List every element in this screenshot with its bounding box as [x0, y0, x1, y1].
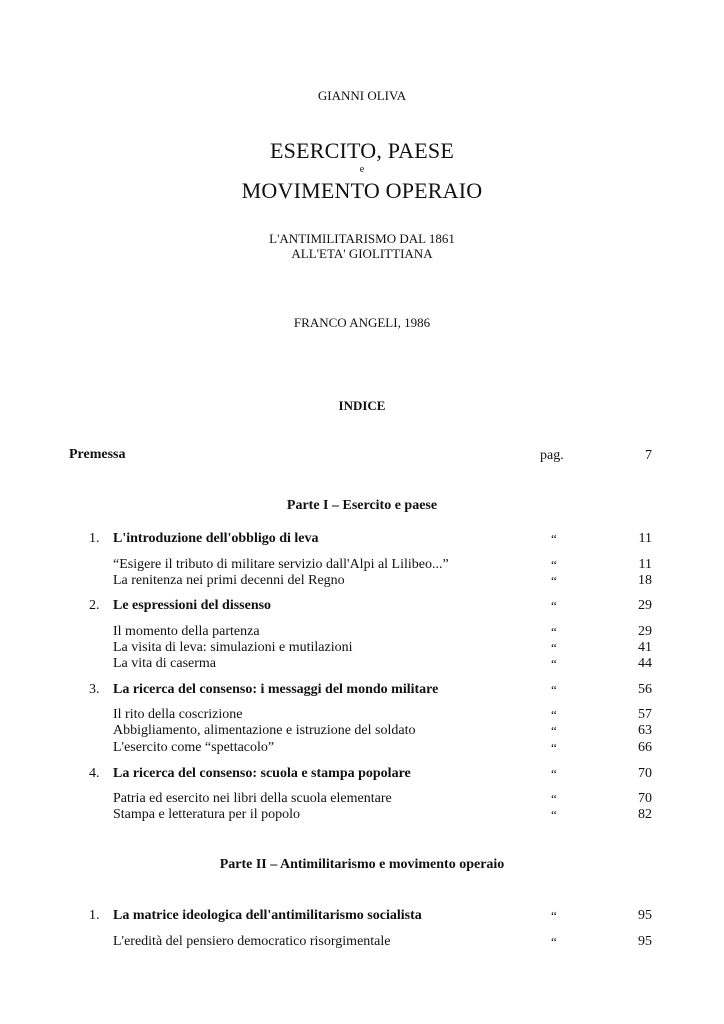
section-title: La vita di caserma	[113, 656, 217, 671]
subtitle-line2: ALL'ETA' GIOLITTIANA	[291, 246, 433, 261]
page-number: 95	[638, 908, 652, 923]
chapter-title: La matrice ideologica dell'antimilitarismo socialista	[113, 908, 422, 923]
ditto-mark: “	[551, 791, 557, 806]
page-number: 70	[638, 766, 652, 781]
section-title: L'eredità del pensiero democratico risorgimentale	[113, 934, 391, 949]
ditto-mark: “	[551, 934, 557, 949]
ditto-mark: “	[551, 573, 557, 588]
page-number: 29	[638, 624, 652, 639]
ditto-mark: “	[551, 656, 557, 671]
page-number: 41	[638, 640, 652, 655]
section-title: Stampa e letteratura per il popolo	[113, 807, 300, 822]
page-number: 95	[638, 934, 652, 949]
part-title: Parte I – Esercito e paese	[286, 498, 438, 513]
premessa-page: 7	[645, 448, 652, 463]
premessa-label: Premessa	[69, 447, 126, 462]
pag-label: pag.	[540, 448, 564, 463]
chapter-number: 2.	[89, 598, 100, 613]
chapter-title: Le espressioni del dissenso	[113, 598, 272, 613]
section-title: “Esigere il tributo di militare servizio dall'Alpi al Lilibeo...”	[113, 557, 449, 572]
chapter-title: La ricerca del consenso: scuola e stampa popolare	[113, 766, 411, 781]
ditto-mark: “	[551, 640, 557, 655]
page-number: 18	[638, 573, 652, 588]
ditto-mark: “	[551, 557, 557, 572]
section-title: La visita di leva: simulazioni e mutilazioni	[113, 640, 353, 655]
book-title-conjunction: e	[359, 164, 365, 175]
page-number: 44	[638, 656, 652, 671]
chapter-number: 1.	[89, 531, 100, 546]
ditto-mark: “	[551, 598, 557, 613]
part-title: Parte II – Antimilitarismo e movimento operaio	[219, 857, 505, 872]
index-heading: INDICE	[338, 398, 386, 413]
page-number: 29	[638, 598, 652, 613]
ditto-mark: “	[551, 624, 557, 639]
page-number: 66	[638, 740, 652, 755]
book-title-line2: MOVIMENTO OPERAIO	[241, 178, 483, 203]
ditto-mark: “	[551, 531, 557, 546]
section-title: Patria ed esercito nei libri della scuola elementare	[113, 791, 392, 806]
ditto-mark: “	[551, 908, 557, 923]
section-title: Abbigliamento, alimentazione e istruzione del soldato	[113, 723, 416, 738]
page-number: 56	[638, 682, 652, 697]
author-name: GIANNI OLIVA	[317, 88, 407, 103]
section-title: L'esercito come “spettacolo”	[113, 740, 275, 755]
section-title: Il momento della partenza	[113, 624, 260, 639]
ditto-mark: “	[551, 707, 557, 722]
ditto-mark: “	[551, 723, 557, 738]
section-title: La renitenza nei primi decenni del Regno	[113, 573, 345, 588]
ditto-mark: “	[551, 766, 557, 781]
subtitle-line1: L'ANTIMILITARISMO DAL 1861	[269, 231, 455, 246]
page-number: 11	[638, 557, 652, 572]
chapter-title: La ricerca del consenso: i messaggi del mondo militare	[113, 682, 439, 697]
chapter-number: 1.	[89, 908, 100, 923]
page-number: 70	[638, 791, 652, 806]
chapter-number: 4.	[89, 766, 100, 781]
chapter-number: 3.	[89, 682, 100, 697]
ditto-mark: “	[551, 807, 557, 822]
page-number: 57	[638, 707, 652, 722]
page-number: 63	[638, 723, 652, 738]
ditto-mark: “	[551, 682, 557, 697]
page-number: 11	[638, 531, 652, 546]
section-title: Il rito della coscrizione	[113, 707, 243, 722]
page-number: 82	[638, 807, 652, 822]
publisher-info: FRANCO ANGELI, 1986	[293, 315, 431, 330]
ditto-mark: “	[551, 740, 557, 755]
book-title-line1: ESERCITO, PAESE	[270, 138, 454, 163]
chapter-title: L'introduzione dell'obbligo di leva	[113, 531, 319, 546]
